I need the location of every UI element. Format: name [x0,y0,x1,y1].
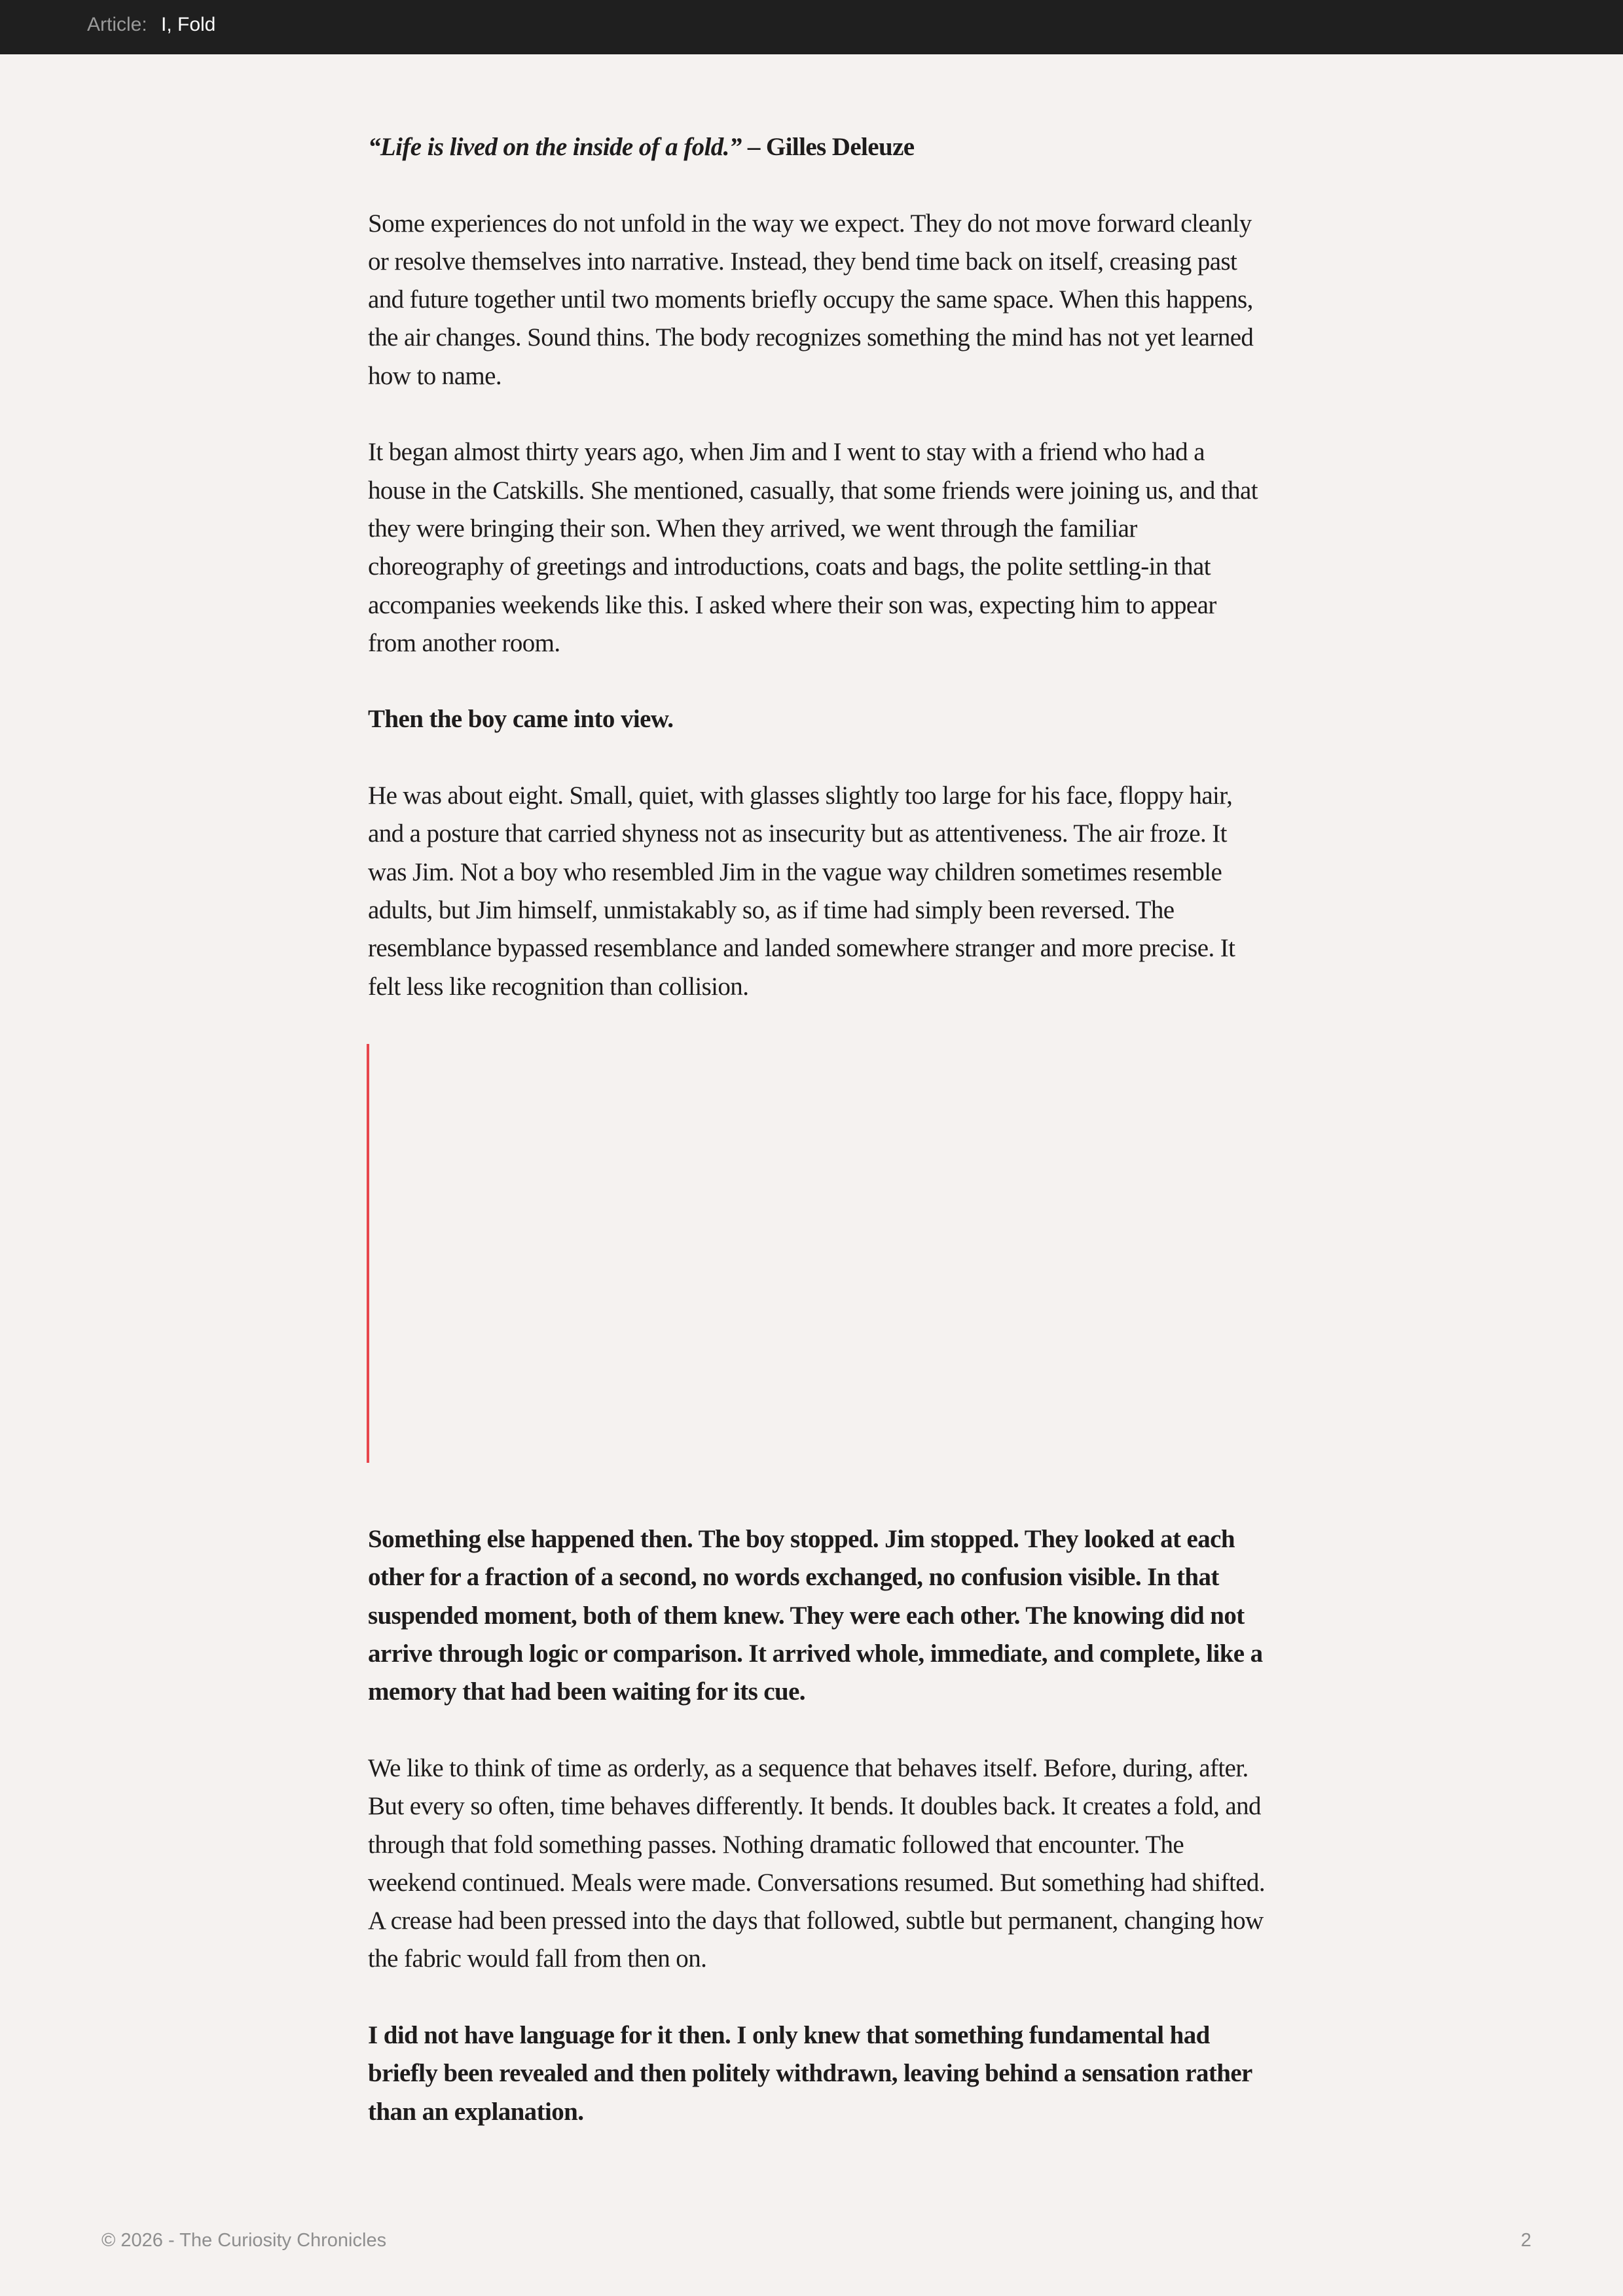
article-title: I, Fold [161,14,216,35]
paragraph-6: We like to think of time as orderly, as a sequence that behaves itself. Before, during, after. But every so often, time behaves differently. It bends. It doubles back. It creates a fold, and through that fold something passes. Nothing dramatic followed that encounter. The weekend continued. Meals were made. Conversations resumed. But something had shifted. A crease had been pressed into the days that followed, subtle but permanent, changing how the fabric would fall from then on. [368,1753,1265,1973]
epigraph-author: – Gilles Deleuze [741,133,915,161]
paragraph-2: It began almost thirty years ago, when Jim and I went to stay with a friend who had a house in the Catskills. She mentioned, casually, that some friends were joining us, and that they were bringing their son. When they arrived, we went through the familiar choreography of greetings and introductions, coats and bags, the polite settling-in that accompanies weekends like this. I asked where their son was, expecting him to appear from another room. [368,438,1258,657]
paragraph-1: Some experiences do not unfold in the way we expect. They do not move forward cleanly or resolve themselves into narrative. Instead, they bend time back on itself, creasing past and future together until two moments briefly occupy the same space. When this happens, the air changes. Sound thins. The body recognizes something the mind has not yet learned how to name. [368,209,1254,390]
header-bar [0,0,1623,54]
paragraph-4: He was about eight. Small, quiet, with glasses slightly too large for his face, floppy hair, and a posture that carried shyness not as insecurity but as attentiveness. The air froze. It was Jim. Not a boy who resembled Jim in the vague way children sometimes resemble adults, but Jim himself, unmistakably so, as if time had simply been reversed. The resemblance bypassed resemblance and landed somewhere stranger and more precise. It felt less like recognition than collision. [368,781,1235,1001]
paragraph-3: Then the boy came into view. [368,705,674,734]
footer-copyright: © 2026 - The Curiosity Chronicles [101,2230,387,2251]
paragraph-5: Something else happened then. The boy stopped. Jim stopped. They looked at each other for a fraction of a second, no words exchanged, no confusion visible. In that suspended moment, both of them knew. They were each other. The knowing did not arrive through logic or comparison. It arrived whole, immediate, and complete, like a memory that had been waiting for its cue. [368,1525,1263,1706]
footer-page-number: 2 [1520,2230,1531,2251]
paragraph-7: I did not have language for it then. I only knew that something fundamental had briefly been revealed and then politely withdrawn, leaving behind a sensation rather than an explanation. [368,2020,1252,2126]
pull-quote-rule [367,1044,1265,1463]
article-body [368,128,1265,2169]
header-label: Article: [87,14,147,35]
epigraph-quote: “Life is lived on the inside of a fold.” [368,133,742,161]
epigraph [368,128,1265,166]
